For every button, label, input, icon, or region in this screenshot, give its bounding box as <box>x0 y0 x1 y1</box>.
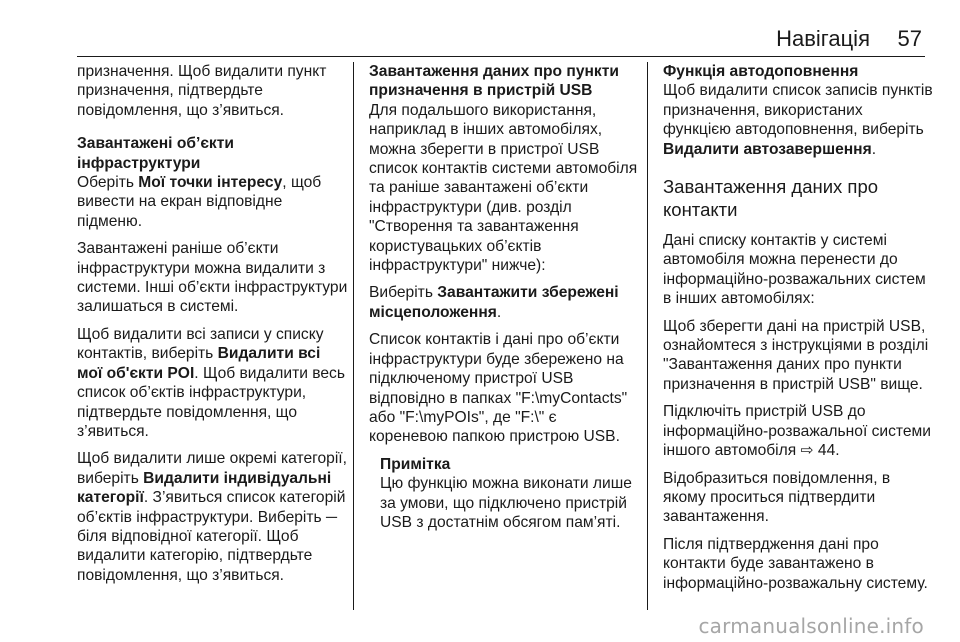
paragraph: Відобразиться повідомлення, в якому проситься підтвердити завантаження. <box>663 469 891 526</box>
watermark: carmanualsonline.info <box>698 614 924 638</box>
header-rule <box>77 56 925 57</box>
column-2 <box>369 62 639 540</box>
paragraph: Дані списку контактів у системі автомобіля можна перенести до інформаційно-розважальних систем в інших автомобілях: <box>663 232 926 308</box>
paragraph: Щоб зберегти дані на пристрій USB, ознайомтеся з інструкціями в розділі "Завантаження даних про пункти призначення в пристрій USB" вище. <box>663 317 929 393</box>
section-heading: Завантажені об’єкти інфраструктури <box>77 135 234 172</box>
note-text: Цю функцію можна виконати лише за умови, що підключено пристрій USB з достатнім обсягом пам’яті. <box>380 475 632 531</box>
menu-item-reference: Видалити індивідуальні категорії <box>77 469 332 507</box>
note-title: Примітка <box>380 455 451 473</box>
note-block <box>369 455 639 533</box>
paragraph: Щоб видалити список записів пунктів призначення, використаних функцією автодоповнення, виберіть Видалити автозавершення. <box>663 82 933 158</box>
paragraph: Щоб видалити лише окремі категорії, виберіть Видалити індивідуальні категорії. З’явиться список категорій об’єктів інфраструктури. Виберіть ─ біля відповідної категорії. Щоб видалити категорію, підтвердьте повідомлення, що з’явиться. <box>77 450 347 584</box>
column-3 <box>663 62 933 601</box>
paragraph: Підключіть пристрій USB до інформаційно-розважальної системи іншого автомобіля ⇨ 44. <box>663 403 931 460</box>
page-title: Навігація <box>776 26 870 51</box>
column-divider-2 <box>647 62 648 610</box>
paragraph: Після підтвердження дані про контакти буде завантажено в інформаційно-розважальну систему. <box>663 535 928 592</box>
paragraph: призначення. Щоб видалити пункт призначення, підтвердьте повідомлення, що з’явиться. <box>77 63 327 119</box>
menu-item-reference: Мої точки інтересу <box>138 174 283 192</box>
page-number: 57 <box>897 26 922 51</box>
section-heading: Завантаження даних про пункти призначення в пристрій USB <box>369 63 619 100</box>
paragraph: Оберіть Мої точки інтересу, щоб вивести на екран відповідне підменю. <box>77 174 322 230</box>
section-heading-large: Завантаження даних про контакти <box>663 176 879 221</box>
section-heading: Функція автодоповнення <box>663 63 859 80</box>
paragraph: Для подальшого використання, наприклад в інших автомобілях, можна зберегти в пристрої USB список контактів системи автомобіля та раніше завантажені об’єкти інфраструктури (див. розділ "Створення та завантаження користувацьких об’єктів інфраструктури" нижче): <box>369 101 638 275</box>
paragraph: Виберіть Завантажити збережені місцеположення. <box>369 284 619 321</box>
paragraph: Список контактів і дані про об’єкти інфраструктури буде збережено на підключеному пристрої USB відповідно в папках "F:\myContacts" або "F:\myPOIs", де "F:\" є кореневою папкою пристрою USB. <box>369 331 628 446</box>
page-header <box>0 0 960 58</box>
menu-item-reference: Видалити автозавершення <box>663 140 872 158</box>
menu-item-reference: Завантажити збережені місцеположення <box>369 284 619 321</box>
paragraph: Щоб видалити всі записи у списку контактів, виберіть Видалити всі мої об'єкти POI. Щоб видалити весь список об’єктів інфраструктури, підтвердьте повідомлення, що з’явиться. <box>77 325 345 440</box>
paragraph: Завантажені раніше об’єкти інфраструктури можна видалити з системи. Інші об’єкти інфраструктури залишаться в системі. <box>77 240 348 316</box>
column-divider-1 <box>353 62 354 610</box>
column-1 <box>77 62 349 593</box>
menu-item-reference: Видалити всі мої об'єкти POI <box>77 345 321 382</box>
